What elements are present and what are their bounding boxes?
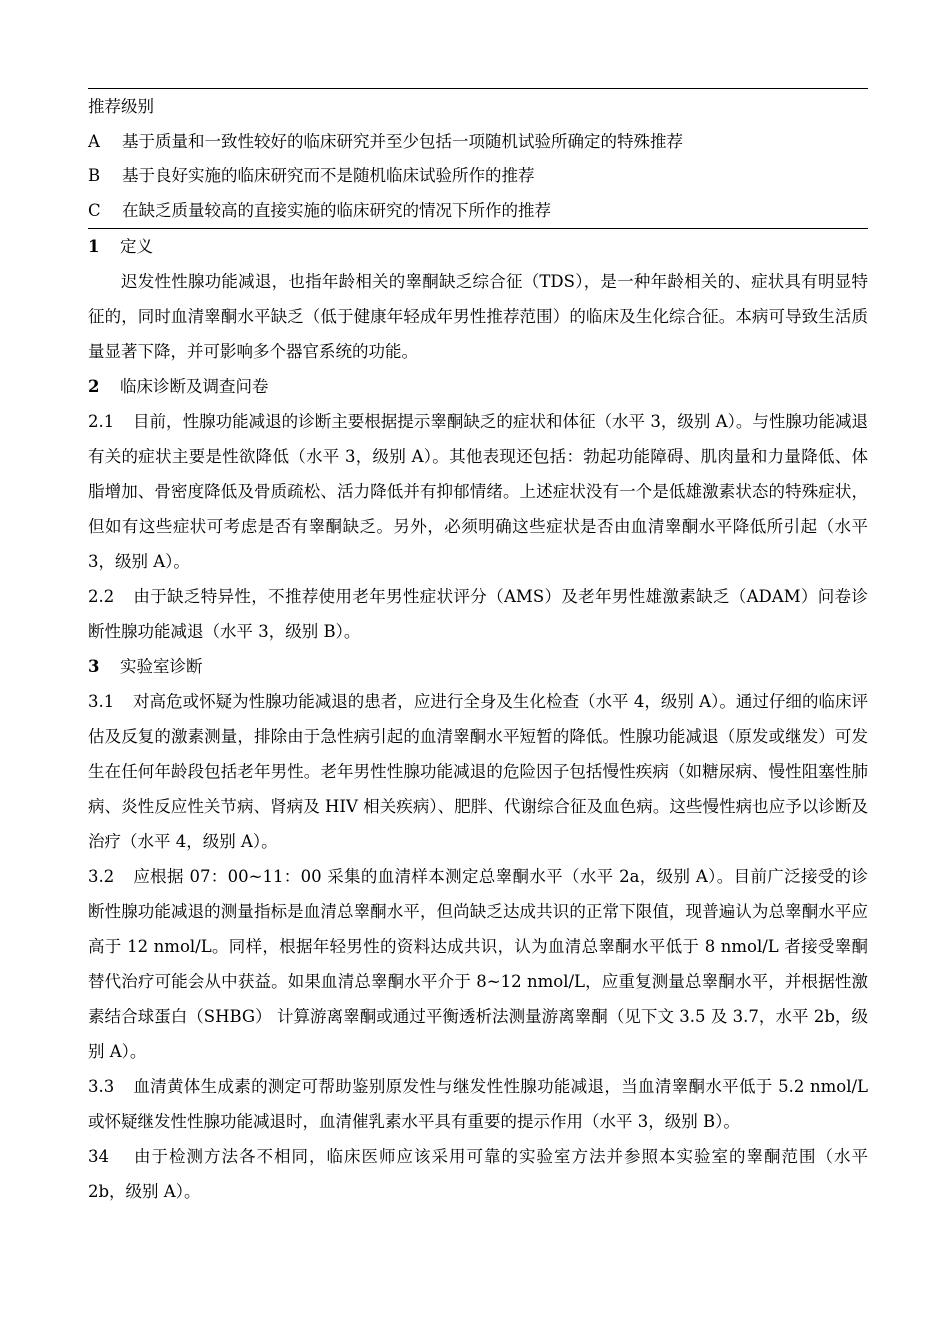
grade-row — [88, 194, 868, 229]
paragraph-number: 3.3 — [88, 1077, 115, 1096]
paragraph-text: 由于检测方法各不相同，临床医师应该采用可靠的实验室方法并参照本实验室的睾酮范围（水平 2b，级别 A）。 — [88, 1147, 868, 1201]
section-number: 1 — [88, 237, 100, 256]
grade-code: A — [88, 131, 100, 151]
grade-table — [88, 89, 868, 228]
paragraph — [88, 1139, 868, 1209]
section-title: 临床诊断及调查问卷 — [120, 377, 269, 396]
paragraph-text: 应根据 07：00~11：00 采集的血清样本测定总睾酮水平（水平 2a，级别 A）。目前广泛接受的诊断性腺功能减退的测量指标是血清总睾酮水平，但尚缺乏达成共识的正常下限值，现普遍认为总睾酮水平应高于 12 nmol/L。同样，根据年轻男性的资料达成共识，认为血清总睾酮水平低于 8 nmol/L 者接受睾酮替代治疗可能会从中获益。如果血清总睾酮水平介于 8~12 nmol/L，应重复测量总睾酮水平，并根据性激素结合球蛋白（SHBG） 计算游离睾酮或通过平衡透析法测量游离睾酮（见下文 3.5 及 3.7，水平 2b，级别 A）。 — [88, 867, 868, 1061]
paragraph-number: 3.1 — [88, 692, 115, 711]
grade-code: B — [88, 166, 101, 185]
grade-row — [88, 159, 868, 194]
paragraph — [88, 1069, 868, 1139]
paragraph-number: 2.2 — [88, 587, 115, 606]
section-heading — [88, 229, 868, 264]
paragraph-text: 目前，性腺功能减退的诊断主要根据提示睾酮缺乏的症状和体征（水平 3，级别 A）。与性腺功能减退有关的症状主要是性欲降低（水平 3，级别 A）。其他表现还包括：勃起功能障碍、肌肉量和力量降低、体脂增加、骨密度降低及骨质疏松、活力降低并有抑郁情绪。上述症状没有一个是低雄激素状态的特殊症状，但如有这些症状可考虑是否有睾酮缺乏。另外，必须明确这些症状是否由血清睾酮水平降低所引起（水平 3，级别 A）。 — [88, 412, 868, 571]
paragraph-text: 由于缺乏特异性，不推荐使用老年男性症状评分（AMS）及老年男性雄激素缺乏（ADAM）问卷诊断性腺功能减退（水平 3，级别 B）。 — [88, 587, 868, 641]
section-title: 定义 — [120, 237, 153, 256]
grade-row — [88, 125, 868, 160]
paragraph-text: 血清黄体生成素的测定可帮助鉴别原发性与继发性性腺功能减退，当血清睾酮水平低于 5.2 nmol/L 或怀疑继发性性腺功能减退时，血清催乳素水平具有重要的提示作用（水平 3，级别 B）。 — [88, 1077, 868, 1131]
grade-text: 基于质量和一致性较好的临床研究并至少包括一项随机试验所确定的特殊推荐 — [122, 131, 683, 151]
grade-text: 基于良好实施的临床研究而不是随机临床试验所作的推荐 — [122, 166, 535, 185]
grade-code: C — [88, 200, 101, 220]
paragraph — [88, 859, 868, 1069]
document-page — [88, 88, 868, 1209]
paragraph — [88, 684, 868, 859]
grade-heading: 推荐级别 — [88, 97, 154, 116]
paragraph: 迟发性性腺功能减退，也指年龄相关的睾酮缺乏综合征（TDS），是一种年龄相关的、症状具有明显特征的，同时血清睾酮水平缺乏（低于健康年轻成年男性推荐范围）的临床及生化综合征。本病可导致生活质量显著下降，并可影响多个器官系统的功能。 — [88, 272, 868, 361]
section-heading — [88, 369, 868, 404]
paragraph-number: 2.1 — [88, 412, 115, 431]
paragraph — [88, 579, 868, 649]
section-title: 实验室诊断 — [120, 657, 203, 676]
section-number: 3 — [88, 657, 100, 676]
section-number: 2 — [88, 377, 100, 396]
paragraph-number: 3.2 — [88, 867, 115, 886]
section-heading — [88, 649, 868, 684]
paragraph-number: 34 — [88, 1147, 109, 1166]
paragraph-text: 对高危或怀疑为性腺功能减退的患者，应进行全身及生化检查（水平 4，级别 A）。通过仔细的临床评估及反复的激素测量，排除由于急性病引起的血清睾酮水平短暂的降低。性腺功能减退（原发或继发）可发生在任何年龄段包括老年男性。老年男性性腺功能减退的危险因子包括慢性疾病（如糖尿病、慢性阻塞性肺病、炎性反应性关节病、肾病及 HIV 相关疾病）、肥胖、代谢综合征及血色病。这些慢性病也应予以诊断及治疗（水平 4，级别 A）。 — [88, 692, 868, 851]
paragraph — [88, 404, 868, 579]
grade-text: 在缺乏质量较高的直接实施的临床研究的情况下所作的推荐 — [122, 200, 551, 220]
